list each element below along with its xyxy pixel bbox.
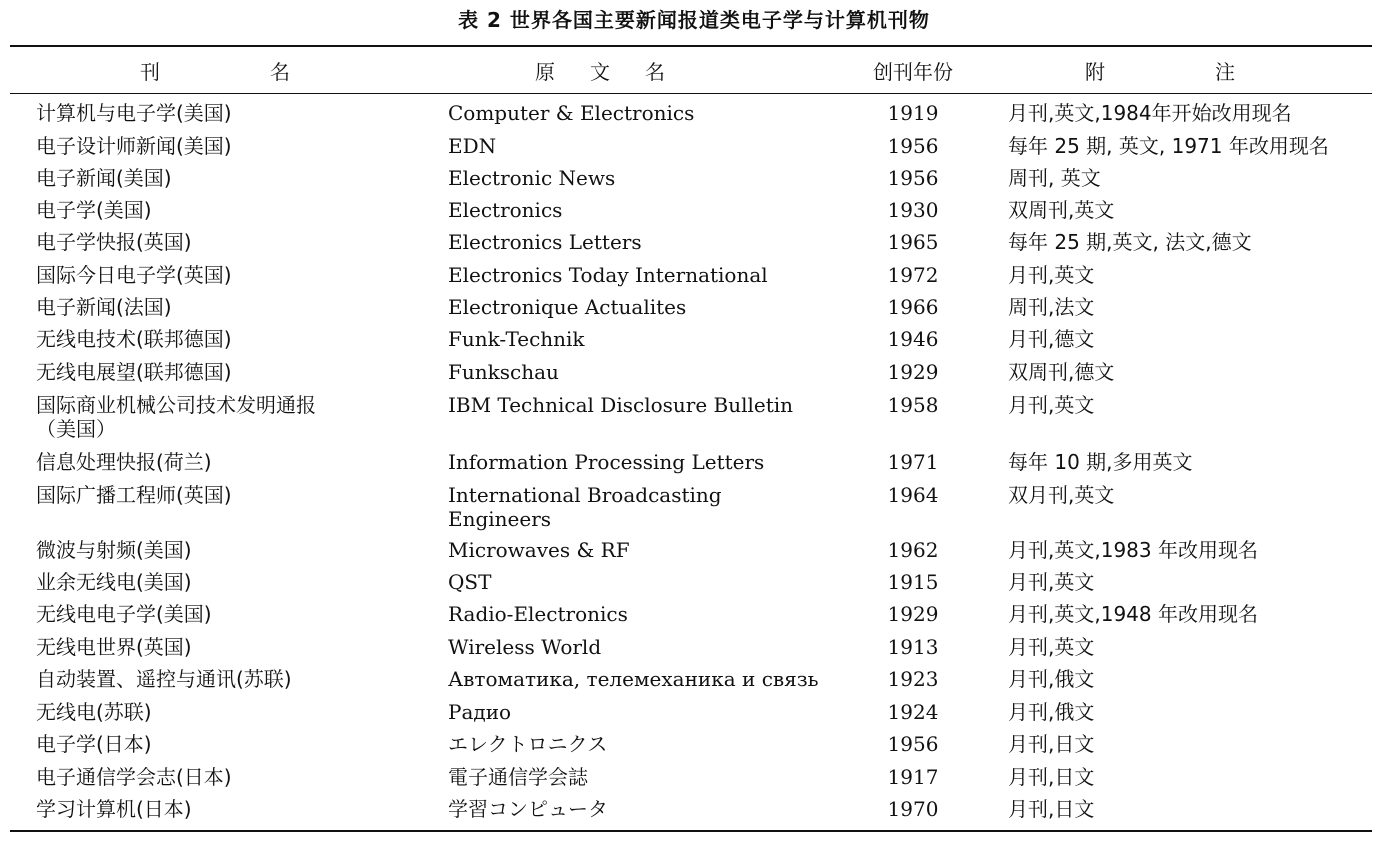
cell-original: EDN bbox=[448, 134, 497, 158]
bottom-rule bbox=[10, 830, 1372, 832]
cell-year: 1971 bbox=[887, 450, 939, 474]
cell-note: 周刊, 英文 bbox=[1008, 166, 1101, 190]
cell-note: 双周刊,德文 bbox=[1008, 360, 1115, 384]
table-title: 表 2 世界各国主要新闻报道类电子学与计算机刊物 bbox=[458, 8, 930, 32]
cell-note: 月刊,德文 bbox=[1008, 327, 1095, 351]
cell-year: 1946 bbox=[887, 327, 939, 351]
cell-original: エレクトロニクス bbox=[448, 732, 608, 756]
cell-note: 周刊,法文 bbox=[1008, 295, 1095, 319]
cell-original: 学習コンピュータ bbox=[448, 797, 608, 821]
cell-name: 无线电电子学(美国) bbox=[36, 602, 212, 626]
header-note-part-1: 附 bbox=[1085, 60, 1105, 84]
cell-name: 微波与射频(美国) bbox=[36, 538, 192, 562]
header-name bbox=[140, 58, 290, 86]
cell-name: 电子新闻(美国) bbox=[36, 166, 172, 190]
cell-year: 1964 bbox=[887, 483, 939, 507]
cell-original: Wireless World bbox=[448, 635, 602, 659]
cell-year: 1924 bbox=[887, 700, 939, 724]
cell-year: 1913 bbox=[887, 635, 939, 659]
cell-year: 1930 bbox=[887, 198, 939, 222]
cell-original: Радио bbox=[448, 700, 512, 724]
cell-name: 信息处理快报(荷兰) bbox=[36, 450, 212, 474]
cell-name: 无线电(苏联) bbox=[36, 700, 152, 724]
header-note-part-2: 注 bbox=[1215, 60, 1235, 84]
cell-original: Radio-Electronics bbox=[448, 602, 628, 626]
cell-year: 1915 bbox=[887, 570, 939, 594]
cell-note: 月刊,日文 bbox=[1008, 797, 1095, 821]
cell-note: 月刊,英文,1983 年改用现名 bbox=[1008, 538, 1258, 562]
cell-year: 1972 bbox=[887, 263, 939, 287]
cell-original: Electronique Actualites bbox=[448, 295, 687, 319]
cell-year: 1956 bbox=[887, 134, 939, 158]
cell-note: 每年 10 期,多用英文 bbox=[1008, 450, 1193, 474]
cell-original: IBM Technical Disclosure Bulletin bbox=[448, 393, 794, 417]
cell-name: 电子新闻(法国) bbox=[36, 295, 172, 319]
cell-year: 1970 bbox=[887, 797, 939, 821]
cell-year: 1923 bbox=[887, 667, 939, 691]
cell-original: Electronics Today International bbox=[448, 263, 768, 287]
cell-name: 电子学(美国) bbox=[36, 198, 152, 222]
cell-name: 无线电技术(联邦德国) bbox=[36, 327, 232, 351]
cell-note: 每年 25 期, 英文, 1971 年改用现名 bbox=[1008, 134, 1329, 158]
cell-name: 自动装置、遥控与通讯(苏联) bbox=[36, 667, 292, 691]
cell-name: 学习计算机(日本) bbox=[36, 797, 192, 821]
cell-year: 1919 bbox=[887, 101, 939, 125]
header-name-part-2: 名 bbox=[270, 60, 290, 84]
cell-original: Computer & Electronics bbox=[448, 101, 695, 125]
cell-note: 月刊,英文 bbox=[1008, 393, 1095, 417]
header-name-part-1: 刊 bbox=[140, 60, 160, 84]
cell-note: 月刊,英文 bbox=[1008, 570, 1095, 594]
cell-note: 每年 25 期,英文, 法文,德文 bbox=[1008, 230, 1252, 254]
cell-year: 1962 bbox=[887, 538, 939, 562]
cell-name: 电子学(日本) bbox=[36, 732, 152, 756]
cell-original: 電子通信学会誌 bbox=[448, 765, 588, 789]
header-year: 创刊年份 bbox=[873, 60, 953, 84]
cell-name: 国际广播工程师(英国) bbox=[36, 483, 232, 507]
cell-name: 无线电展望(联邦德国) bbox=[36, 360, 232, 384]
cell-note: 月刊,英文 bbox=[1008, 263, 1095, 287]
cell-original: QST bbox=[448, 570, 492, 594]
cell-original: Electronics bbox=[448, 198, 563, 222]
cell-note: 双周刊,英文 bbox=[1008, 198, 1115, 222]
cell-year: 1958 bbox=[887, 393, 939, 417]
header-original bbox=[535, 58, 665, 86]
cell-name: 国际商业机械公司技术发明通报 （美国） bbox=[36, 393, 316, 441]
header-original-part-3: 名 bbox=[645, 60, 665, 84]
cell-original: Electronics Letters bbox=[448, 230, 642, 254]
cell-note: 月刊,日文 bbox=[1008, 765, 1095, 789]
cell-original: International Broadcasting Engineers bbox=[448, 483, 722, 531]
cell-year: 1965 bbox=[887, 230, 939, 254]
cell-name: 电子通信学会志(日本) bbox=[36, 765, 232, 789]
cell-year: 1956 bbox=[887, 166, 939, 190]
cell-original: Electronic News bbox=[448, 166, 616, 190]
cell-year: 1929 bbox=[887, 360, 939, 384]
top-rule bbox=[10, 45, 1372, 47]
cell-note: 月刊,俄文 bbox=[1008, 700, 1095, 724]
cell-original: Funkschau bbox=[448, 360, 559, 384]
cell-note: 月刊,英文,1948 年改用现名 bbox=[1008, 602, 1258, 626]
cell-name: 电子学快报(英国) bbox=[36, 230, 192, 254]
cell-note: 月刊,英文 bbox=[1008, 635, 1095, 659]
cell-name: 计算机与电子学(美国) bbox=[36, 101, 232, 125]
cell-year: 1929 bbox=[887, 602, 939, 626]
header-rule bbox=[10, 93, 1372, 94]
cell-note: 双月刊,英文 bbox=[1008, 483, 1115, 507]
cell-year: 1966 bbox=[887, 295, 939, 319]
header-original-part-2: 文 bbox=[590, 60, 610, 84]
cell-note: 月刊,日文 bbox=[1008, 732, 1095, 756]
cell-name: 无线电世界(英国) bbox=[36, 635, 192, 659]
cell-name: 电子设计师新闻(美国) bbox=[36, 134, 232, 158]
cell-name: 国际今日电子学(英国) bbox=[36, 263, 232, 287]
cell-year: 1917 bbox=[887, 765, 939, 789]
cell-note: 月刊,俄文 bbox=[1008, 667, 1095, 691]
cell-name: 业余无线电(美国) bbox=[36, 570, 192, 594]
cell-note: 月刊,英文,1984年开始改用现名 bbox=[1008, 101, 1292, 125]
cell-year: 1956 bbox=[887, 732, 939, 756]
header-note bbox=[1085, 58, 1235, 86]
header-original-part-1: 原 bbox=[535, 60, 555, 84]
cell-original: Funk-Technik bbox=[448, 327, 585, 351]
cell-original: Information Processing Letters bbox=[448, 450, 765, 474]
cell-original: Автоматика, телемеханика и связь bbox=[448, 667, 819, 691]
cell-original: Microwaves & RF bbox=[448, 538, 630, 562]
